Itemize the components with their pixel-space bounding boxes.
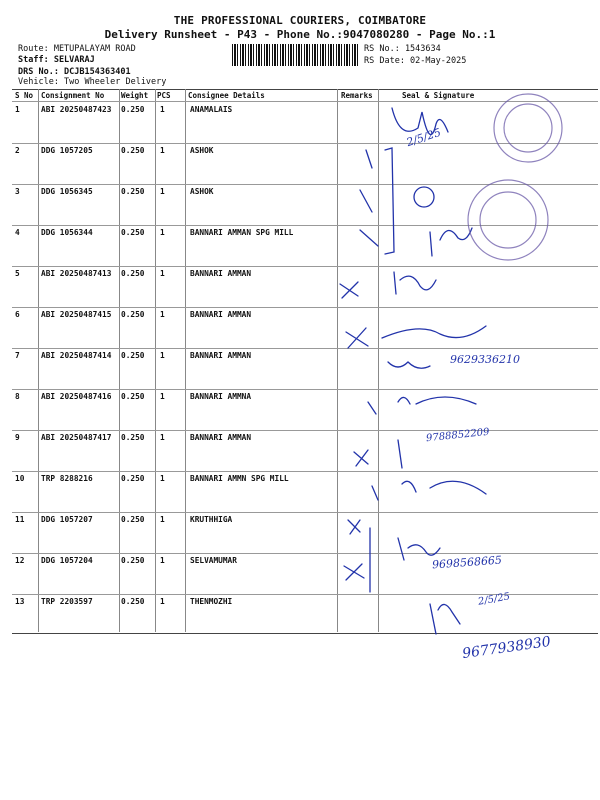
cell-consignee: BANNARI AMMAN: [190, 269, 252, 278]
cell-consignee: BANNARI AMMAN SPG MILL: [190, 228, 294, 237]
cell-pcs: 1: [160, 433, 165, 442]
signature-row-10: [372, 481, 486, 500]
signature-row-8: [368, 397, 476, 414]
company-title: THE PROFESSIONAL COURIERS, COIMBATORE: [173, 14, 427, 27]
cell-weight: 0.250: [121, 515, 145, 524]
cell-sno: 1: [15, 105, 20, 114]
cell-consignment: ABI 20250487417: [41, 433, 112, 442]
cell-pcs: 1: [160, 146, 165, 155]
cell-sno: 8: [15, 392, 20, 401]
cell-consignee: KRUTHHIGA: [190, 515, 233, 524]
cell-weight: 0.250: [121, 597, 145, 606]
cell-weight: 0.250: [121, 474, 145, 483]
cell-pcs: 1: [160, 392, 165, 401]
cell-consignee: BANNARI AMMAN: [190, 351, 252, 360]
cell-sno: 13: [15, 597, 25, 606]
cell-consignment: DDG 1056345: [41, 187, 93, 196]
cell-consignment: ABI 20250487414: [41, 351, 112, 360]
cell-consignment: DDG 1057207: [41, 515, 93, 524]
signature-row-12: [398, 538, 440, 560]
cell-weight: 0.250: [121, 228, 145, 237]
cell-sno: 3: [15, 187, 20, 196]
cell-consignment: ABI 20250487423: [41, 105, 112, 114]
cross-mark-row-12: [344, 564, 364, 580]
signature-row-7: [388, 362, 430, 368]
cell-consignment: ABI 20250487413: [41, 269, 112, 278]
cell-weight: 0.250: [121, 556, 145, 565]
cell-pcs: 1: [160, 269, 165, 278]
route-label: Route: METUPALAYAM ROAD: [18, 44, 136, 54]
cell-pcs: 1: [160, 556, 165, 565]
runsheet-subtitle: Delivery Runsheet - P43 - Phone No.:9047080280 - Page No.:1: [104, 28, 496, 41]
bracket-rows-2-4: [385, 148, 394, 254]
cell-sno: 2: [15, 146, 20, 155]
cell-weight: 0.250: [121, 433, 145, 442]
header-consignment: Consignment No: [41, 91, 105, 100]
marks-row-9: [354, 440, 402, 468]
cell-consignment: TRP 2203597: [41, 597, 93, 606]
handwritten-date-row-13: 2/5/25: [477, 591, 511, 608]
cell-consignee: BANNARI AMMAN: [190, 310, 252, 319]
cell-weight: 0.250: [121, 269, 145, 278]
cell-consignee: BANNARI AMMNA: [190, 392, 252, 401]
cell-pcs: 1: [160, 105, 165, 114]
cell-sno: 6: [15, 310, 20, 319]
header-sno: S No: [15, 91, 34, 100]
cell-consignment: DDG 1056344: [41, 228, 93, 237]
cell-consignee: ANAMALAIS: [190, 105, 233, 114]
staff-label: Staff: SELVARAJ: [18, 55, 95, 65]
signature-row-4: [430, 228, 472, 256]
cell-consignment: ABI 20250487415: [41, 310, 112, 319]
cell-pcs: 1: [160, 310, 165, 319]
cross-mark-row-5: [340, 282, 358, 298]
header-pcs: PCS: [157, 91, 171, 100]
cell-weight: 0.250: [121, 187, 145, 196]
cell-weight: 0.250: [121, 105, 145, 114]
cell-consignee: ASHOK: [190, 187, 214, 196]
header-remarks: Remarks: [341, 91, 373, 100]
cell-pcs: 1: [160, 351, 165, 360]
cell-consignment: ABI 20250487416: [41, 392, 112, 401]
handwritten-phone-row-13: 9677938930: [461, 633, 552, 663]
cell-pcs: 1: [160, 187, 165, 196]
rs-date: RS Date: 02-May-2025: [364, 56, 467, 66]
handwritten-phone-row-12: 9698568665: [431, 553, 503, 572]
cross-mark-row-6: [346, 328, 368, 348]
header-consignee: Consignee Details: [188, 91, 265, 100]
cell-consignment: DDG 1057204: [41, 556, 93, 565]
cell-pcs: 1: [160, 228, 165, 237]
cell-consignment: TRP 8288216: [41, 474, 93, 483]
cell-consignment: DDG 1057205: [41, 146, 93, 155]
cell-consignee: THENMOZHI: [190, 597, 233, 606]
cell-sno: 11: [15, 515, 25, 524]
handwritten-phone-row-7: 9629336210: [450, 353, 520, 366]
cell-sno: 12: [15, 556, 25, 565]
cell-sno: 10: [15, 474, 25, 483]
cell-consignee: BANNARI AMMAN: [190, 433, 252, 442]
cell-pcs: 1: [160, 474, 165, 483]
cell-weight: 0.250: [121, 146, 145, 155]
handwritten-date-row-1: 2/5/25: [404, 125, 443, 150]
header-seal-signature: Seal & Signature: [402, 91, 475, 100]
signature-row-13: [430, 604, 460, 634]
cell-weight: 0.250: [121, 310, 145, 319]
cell-pcs: 1: [160, 515, 165, 524]
cell-sno: 5: [15, 269, 20, 278]
cell-pcs: 1: [160, 597, 165, 606]
cell-sno: 4: [15, 228, 20, 237]
cell-weight: 0.250: [121, 351, 145, 360]
cell-consignee: SELVAMUMAR: [190, 556, 237, 565]
cell-sno: 9: [15, 433, 20, 442]
rs-number: RS No.: 1543634: [364, 44, 441, 54]
signature-row-5: [394, 272, 436, 294]
circle-mark-row-3: [414, 187, 434, 207]
cell-consignee: ASHOK: [190, 146, 214, 155]
signature-row-6: [382, 326, 486, 338]
drs-label: DRS No.: DCJB154363401: [18, 67, 131, 77]
header-weight: Weight: [121, 91, 149, 100]
cell-consignee: BANNARI AMMN SPG MILL: [190, 474, 289, 483]
cell-weight: 0.250: [121, 392, 145, 401]
handwritten-phone-row-9: 9788852209: [425, 426, 491, 445]
marks-rows-11-12: [348, 520, 370, 592]
vehicle-label: Vehicle: Two Wheeler Delivery: [18, 77, 167, 87]
cell-sno: 7: [15, 351, 20, 360]
tick-marks-rows-2-4: [360, 150, 378, 246]
